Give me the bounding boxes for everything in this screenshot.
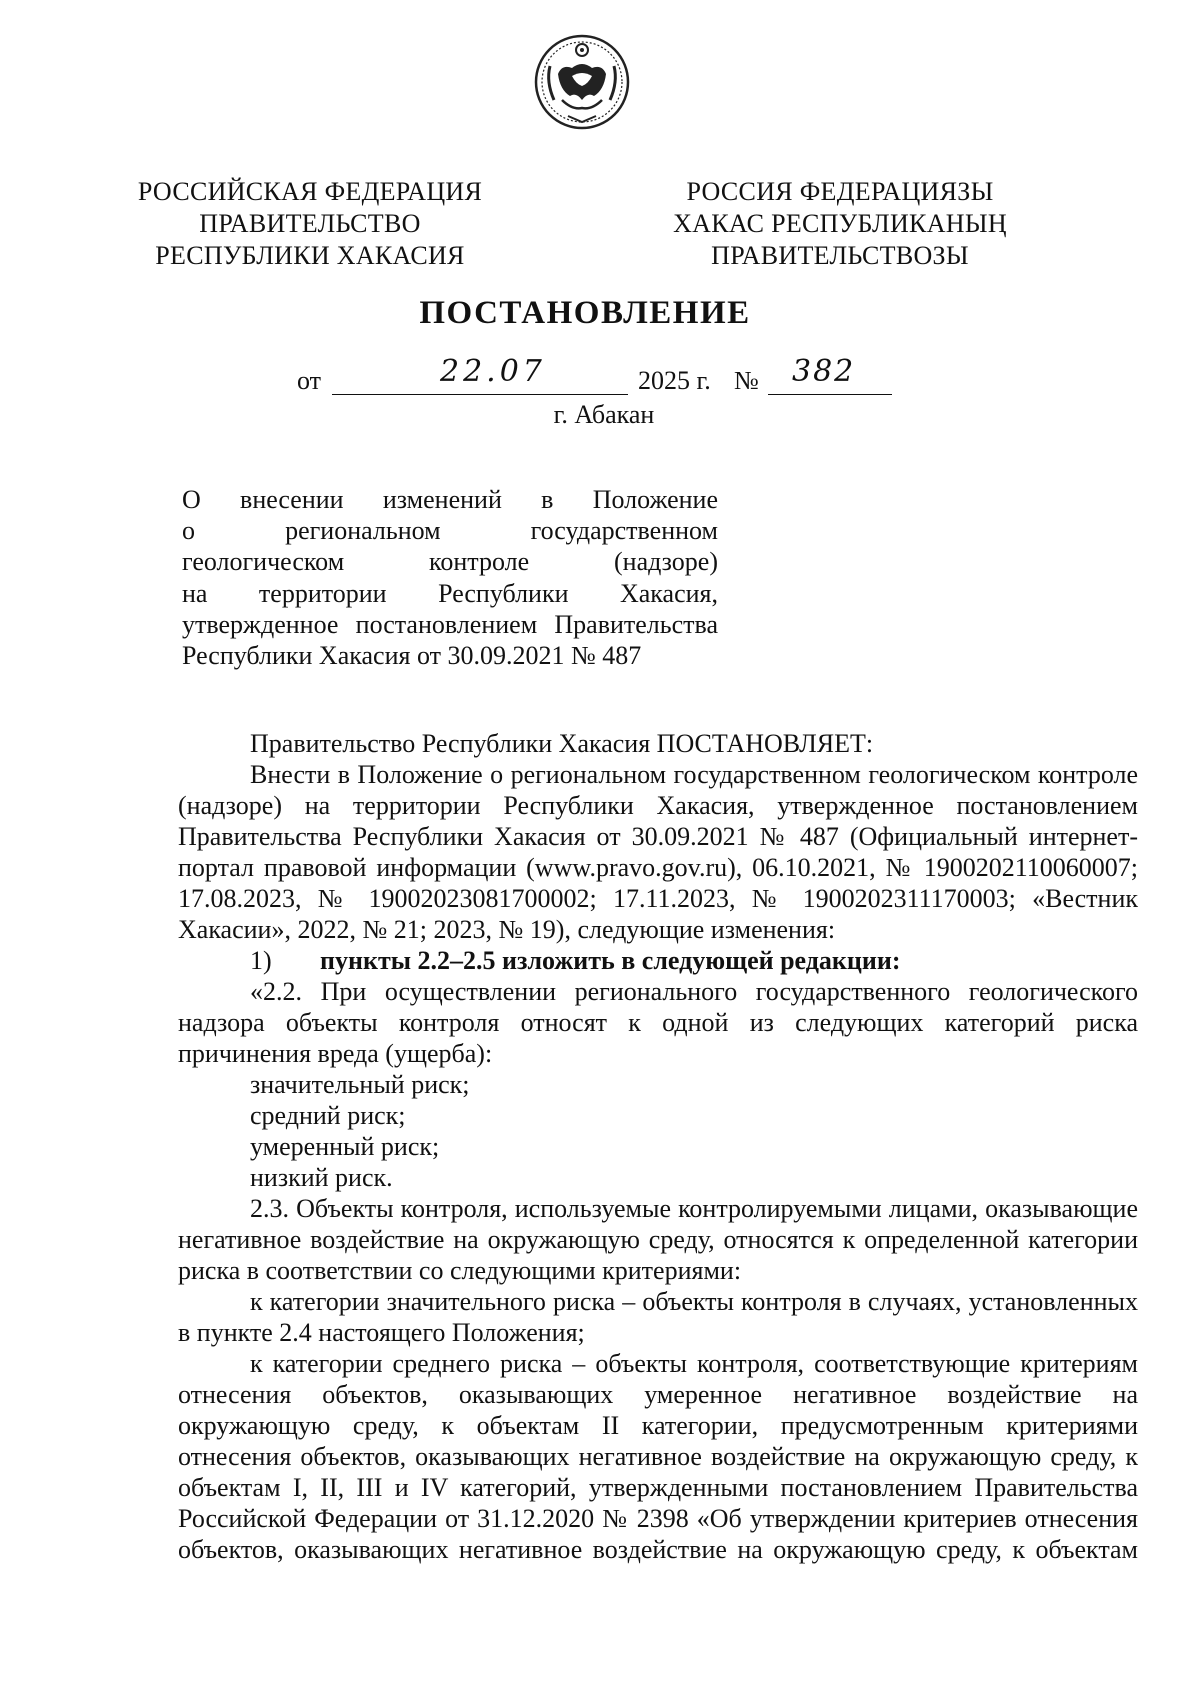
header-khakas-line: ПРАВИТЕЛЬСТВОЗЫ	[711, 241, 969, 270]
subject-line: геологическом контроле (надзоре)	[182, 547, 718, 577]
risk-category-item: средний риск;	[250, 1101, 406, 1130]
subject-line: на территории Республики Хакасия,	[182, 578, 718, 608]
subject-line: о региональном государственном	[182, 516, 718, 546]
header-khakas-line: РОССИЯ ФЕДЕРАЦИЯЗЫ	[686, 177, 994, 206]
paragraph-2-3: 2.3. Объекты контроля, используемые контролируемыми лицами, оказывающие негативное воздействие на окружающую среду, относятся к определенной категории риска в соответствии со следующими критериями:	[178, 1194, 1138, 1285]
paragraph-medium-risk: к категории среднего риска – объекты контроля, соответствующие критериям отнесения объектов, оказывающих умеренное негативное воздействие на окружающую среду, к объектам II категории, предусмотренным критериями отнесения объектов, оказывающих негативное воздействие на окружающую среду, к объектам I, II, III и IV категорий, утвержденными постановлением Правительства Российской Федерации от 31.12.2020 № 2398 «Об утверждении критериев отнесения объектов, оказывающих негативное воздействие на окружающую среду, к объектам	[178, 1349, 1138, 1564]
city: г. Абакан	[553, 400, 655, 429]
document-body	[178, 728, 1138, 1565]
header-russian	[130, 176, 490, 272]
date-underline	[332, 394, 628, 395]
document-subject	[182, 484, 718, 671]
subject-line: О внесении изменений в Положение	[182, 485, 718, 514]
resolves-paragraph: Правительство Республики Хакасия ПОСТАНОВЛЯЕТ:	[250, 729, 874, 758]
item-text: пункты 2.2–2.5 изложить в следующей редакции:	[320, 946, 901, 975]
header-khakas-line: ХАКАС РЕСПУБЛИКАНЫҢ	[673, 209, 1007, 238]
document-type-title: ПОСТАНОВЛЕНИЕ	[419, 295, 751, 331]
date-number-line	[0, 354, 1200, 402]
number-underline	[768, 394, 892, 395]
subject-line: утвержденное постановлением Правительства	[182, 609, 718, 639]
header-russian-line: ПРАВИТЕЛЬСТВО	[199, 209, 421, 238]
header-russian-line: РЕСПУБЛИКИ ХАКАСИЯ	[155, 241, 465, 270]
subject-line: Республики Хакасия от 30.09.2021 № 487	[182, 641, 642, 671]
handwritten-date: 22.07	[440, 354, 546, 389]
risk-category-item: значительный риск;	[250, 1070, 470, 1099]
paragraph-2-2: «2.2. При осуществлении регионального государственного геологического надзора объекты контроля относят к одной из следующих категорий риска причинения вреда (ущерба):	[178, 977, 1138, 1068]
from-label: от	[297, 366, 322, 395]
risk-category-item: умеренный риск;	[250, 1132, 440, 1161]
amendment-item	[178, 945, 1138, 976]
risk-category-item: низкий риск.	[250, 1163, 393, 1192]
item-number: 1)	[250, 946, 272, 975]
khakassia-coat-of-arms-icon	[532, 30, 632, 134]
header-russian-line: РОССИЙСКАЯ ФЕДЕРАЦИЯ	[137, 177, 483, 206]
handwritten-number: 382	[792, 354, 856, 389]
number-sign: №	[734, 366, 759, 395]
intro-paragraph: Внести в Положение о региональном государственном геологическом контроле (надзоре) на территории Республики Хакасия, утвержденное постановлением Правительства Республики Хакасия от 30.09.2021 № 487 (Официальный интернет-портал правовой информации (www.pravo.gov.ru), 06.10.2021, № 1900202110060007; 17.08.2023, № 19002023081700002; 17.11.2023, № 1900202311170003; «Вестник Хакасии», 2022, № 21; 2023, № 19), следующие изменения:	[178, 760, 1138, 944]
year-label: 2025 г.	[638, 366, 711, 395]
paragraph-significant-risk: к категории значительного риска – объекты контроля в случаях, установленных в пункте 2.4 настоящего Положения;	[178, 1287, 1138, 1347]
header-khakas	[660, 176, 1020, 272]
